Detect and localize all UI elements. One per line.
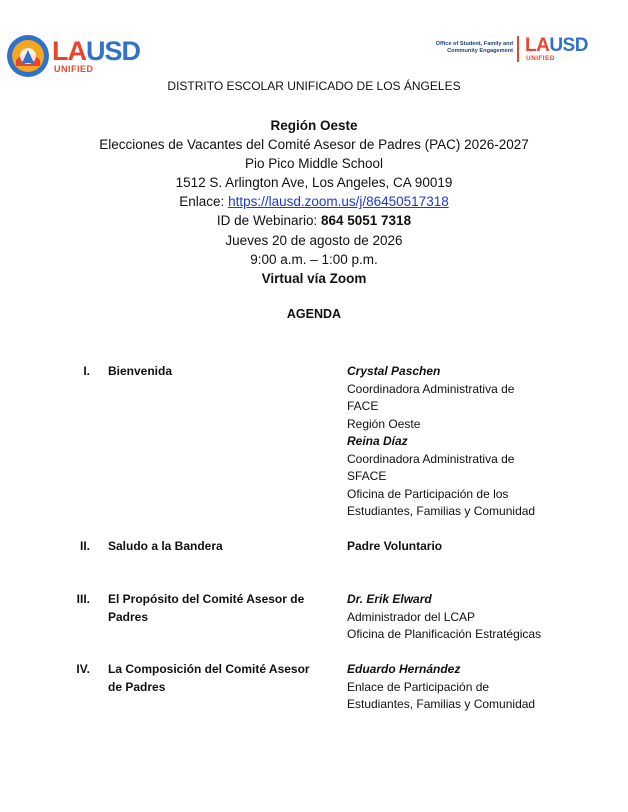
meeting-title: Elecciones de Vacantes del Comité Asesor de Padres (PAC) 2026-2027 (99, 137, 529, 153)
webinar-id: 864 5051 7318 (320, 213, 412, 229)
lausd-seal-icon (6, 34, 50, 78)
agenda-item-title: Bienvenida (108, 364, 173, 378)
meeting-mode: Virtual vía Zoom (261, 270, 367, 286)
agenda-item-number: I. (83, 364, 90, 378)
agenda-item-presenters (347, 661, 587, 714)
agenda-item-title: La Composición del Comité Asesor de Padres (108, 662, 310, 694)
office-name: Office of Student, Family and Community Engagement (435, 41, 513, 54)
agenda-item-number: IV. (76, 662, 90, 676)
agenda-item-presenters (347, 591, 587, 644)
meeting-date: Jueves 20 de agosto de 2026 (225, 232, 403, 248)
presenter-role: Oficina de Planificación Estratégicas (347, 627, 542, 641)
presenter-name: Reina Díaz (347, 434, 408, 448)
lausd-unified-label-small: UNIFIED (526, 55, 555, 62)
region-title: Región Oeste (270, 118, 358, 133)
agenda-item-title: El Propósito del Comité Asesor de Padres (108, 592, 305, 624)
presenter-name: Eduardo Hernández (347, 662, 461, 676)
meeting-info (0, 116, 628, 288)
office-logo-right (424, 36, 616, 66)
presenter-name: Dr. Erik Elward (347, 592, 432, 606)
presenter-role: SFACE (347, 469, 387, 483)
lausd-wordmark: LAUSD (52, 36, 141, 66)
lausd-unified-label: UNIFIED (54, 64, 94, 74)
agenda-item-presenters (347, 538, 587, 556)
presenter-role: Coordinadora Administrativa de (347, 381, 515, 396)
meeting-time: 9:00 a.m. – 1:00 p.m. (250, 251, 378, 267)
presenter-role: Coordinadora Administrativa de (347, 451, 515, 466)
presenter-role: Administrador del LCAP (347, 609, 476, 624)
agenda-item-title: Saludo a la Bandera (108, 539, 223, 553)
agenda-item-number: II. (79, 539, 90, 553)
presenter-role: Estudiantes, Familias y Comunidad (347, 504, 536, 518)
agenda-item-presenters (347, 363, 587, 521)
presenter-name: Padre Voluntario (347, 539, 443, 553)
zoom-link-line: Enlace: https://lausd.zoom.us/j/86450517318 (179, 194, 449, 210)
presenter-name: Crystal Paschen (347, 364, 441, 378)
webinar-id-line: ID de Webinario: 864 5051 7318 (216, 213, 412, 229)
presenter-role: Estudiantes, Familias y Comunidad (347, 697, 536, 711)
school-name: Pio Pico Middle School (244, 156, 384, 172)
presenter-role: Enlace de Participación de (347, 679, 490, 694)
agenda-heading: AGENDA (286, 307, 342, 321)
district-name: DISTRITO ESCOLAR UNIFICADO DE LOS ÁNGELES (167, 79, 461, 93)
presenter-role: FACE (347, 399, 379, 413)
presenter-role: Región Oeste (347, 416, 421, 431)
zoom-link[interactable]: https://lausd.zoom.us/j/86450517318 (228, 194, 449, 210)
lausd-wordmark-small: LAUSD (525, 35, 588, 56)
agenda-item-number: III. (76, 592, 90, 606)
school-address: 1512 S. Arlington Ave, Los Angeles, CA 90019 (175, 175, 453, 191)
logo-divider (517, 36, 519, 62)
presenter-role: Oficina de Participación de los (347, 486, 509, 501)
lausd-logo-left (6, 34, 166, 78)
